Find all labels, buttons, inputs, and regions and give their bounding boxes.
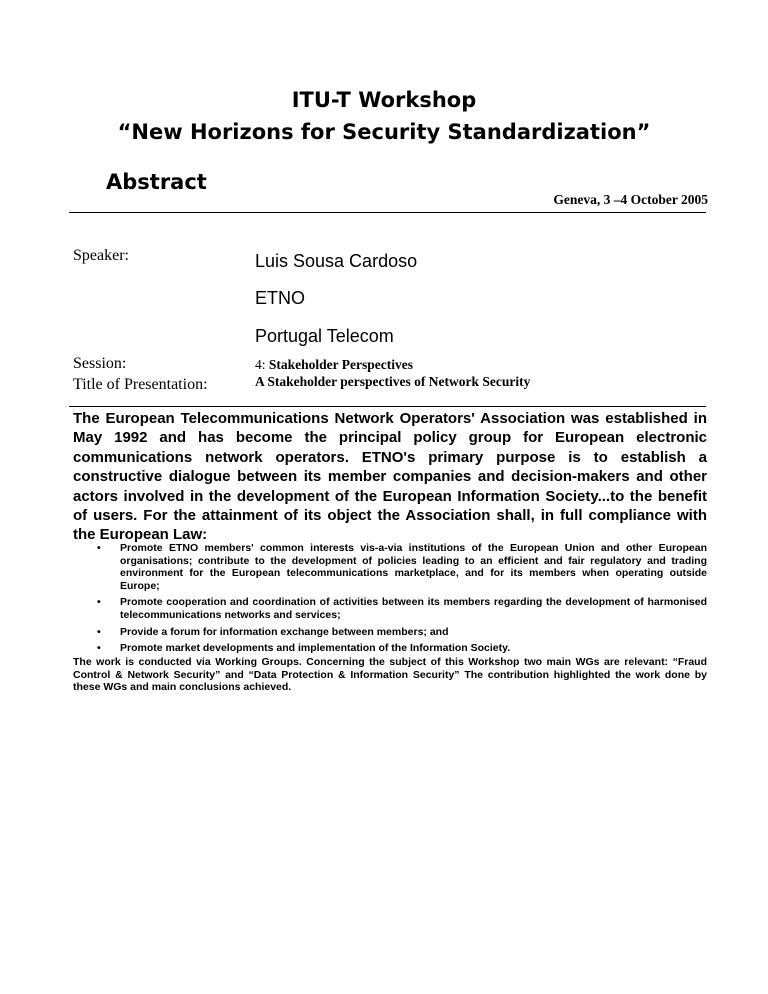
speaker-company: Portugal Telecom — [255, 326, 394, 346]
workshop-subtitle: “New Horizons for Security Standardization” — [117, 120, 651, 144]
section-heading: Abstract — [106, 170, 207, 194]
bullet-icon: • — [97, 625, 101, 638]
list-item — [73, 642, 707, 655]
intro-paragraph: The European Telecommunications Network Operators' Association was established in May 1992 and has become the principal policy group for European electronic communications network operators. ETNO's primary purpose is to establish a constructive dialogue between its member companies and decision-makers and other actors involved in the development of the European Information Society...to the benefit of users. For the attainment of its object the Association shall, in full compliance with the European Law: — [73, 410, 707, 544]
presentation-title: A Stakeholder perspectives of Network Security — [255, 374, 531, 389]
session-details — [255, 356, 530, 390]
list-item-text: Promote cooperation and coordination of activities between its members regarding the development of harmonised telecommunications networks and services; — [120, 596, 707, 621]
session-line — [255, 356, 530, 373]
closing-paragraph: The work is conducted via Working Groups. Concerning the subject of this Workshop two main WGs are relevant: “Fraud Control & Network Security” and “Data Protection & Information Security” The contribution highlighted the work done by these WGs and main conclusions achieved. — [73, 656, 707, 694]
bullet-icon: • — [97, 596, 101, 609]
objectives-list — [73, 542, 707, 659]
speaker-label: Speaker: — [73, 247, 129, 264]
list-item — [73, 596, 707, 621]
speaker-name: Luis Sousa Cardoso — [255, 251, 418, 271]
bullet-icon: • — [97, 542, 101, 554]
dateline: Geneva, 3 –4 October 2005 — [553, 192, 708, 207]
bullet-icon: • — [97, 642, 101, 655]
header-divider — [69, 212, 706, 213]
session-number: 4: — [255, 357, 266, 372]
session-name: Stakeholder Perspectives — [268, 357, 413, 372]
workshop-title: ITU-T Workshop — [291, 88, 477, 112]
list-item-text: Provide a forum for information exchange between members; and — [120, 625, 449, 638]
list-item-text: Promote market developments and implementation of the Information Society. — [120, 642, 511, 655]
speaker-organisation: ETNO — [255, 288, 306, 308]
list-item — [73, 626, 707, 639]
presentation-label: Title of Presentation: — [73, 376, 208, 393]
session-label: Session: — [73, 355, 127, 372]
info-divider — [69, 406, 706, 407]
list-item-text: Promote ETNO members' common interests vis-a-via institutions of the European Union and other European organisations; contribute to the development of policies leading to an efficient and fair regulatory and trading environment for the European telecommunications marketplace, and for its members when operating outside Europe; — [120, 542, 707, 592]
list-item — [73, 542, 707, 592]
